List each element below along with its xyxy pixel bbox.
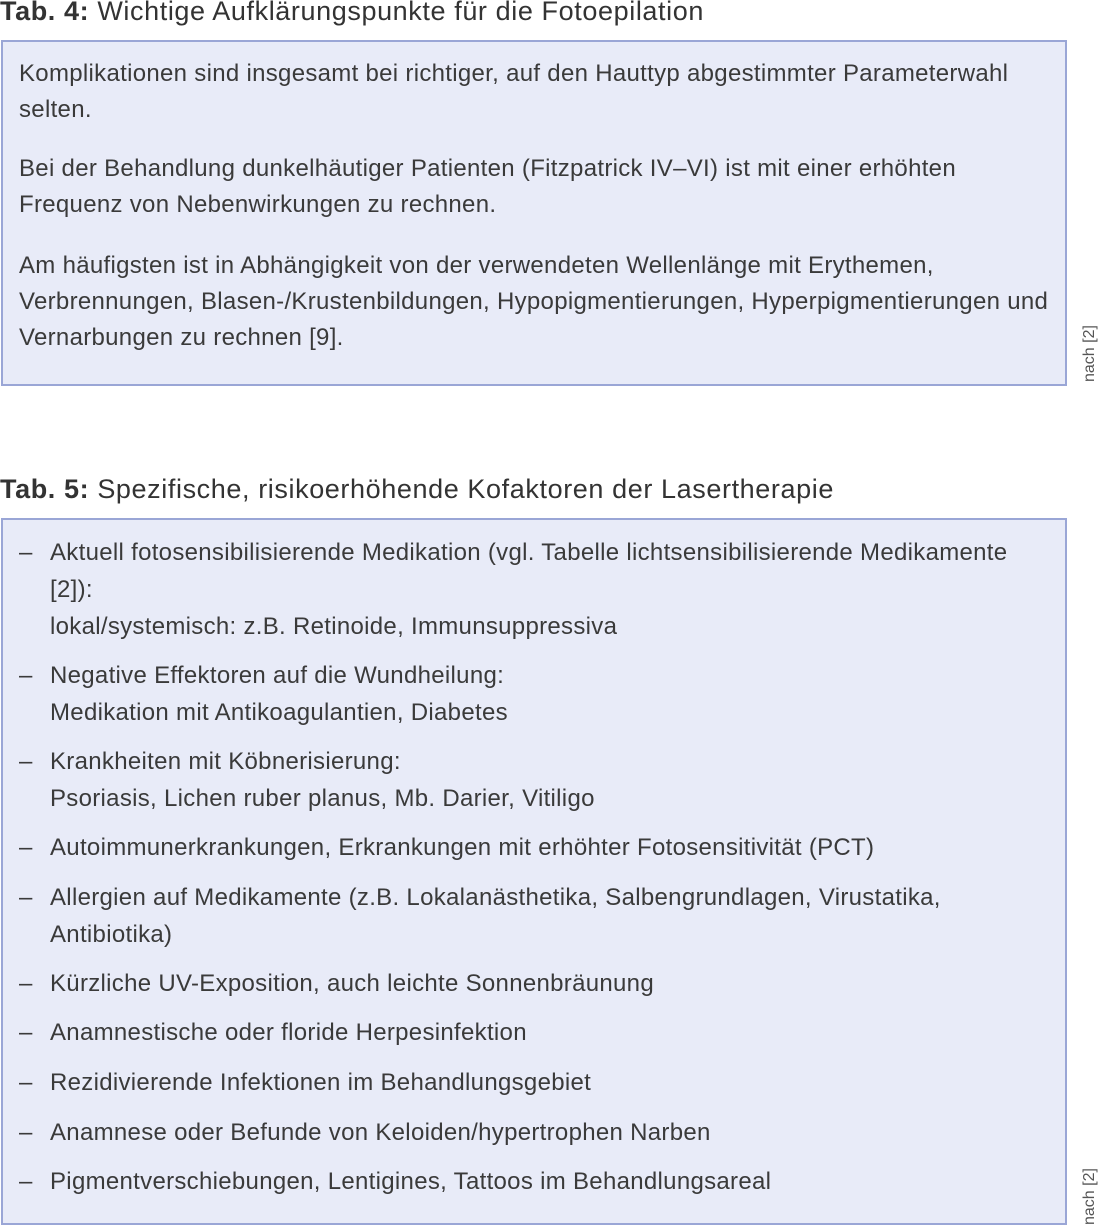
list-item — [19, 1163, 1049, 1200]
table4-source-text: nach [2] — [1081, 325, 1098, 382]
list-item-text: Allergien auf Medikamente (z.B. Lokalanästhetika, Salbengrundlagen, Virustatika, Antibiotika) — [50, 884, 941, 948]
list-item-text: Negative Effektoren auf die Wundheilung: Medikation mit Antikoagulantien, Diabetes — [50, 662, 508, 726]
list-bullet: – — [19, 748, 33, 775]
list-item-text: Anamnestische oder floride Herpesinfektion — [50, 1019, 527, 1046]
table4-paragraph-1: Komplikationen sind insgesamt bei richtiger, auf den Hauttyp abgestimmter Parameterwahl selten. — [19, 60, 1009, 123]
list-item-text: Autoimmunerkrankungen, Erkrankungen mit erhöhter Fotosensitivität (PCT) — [50, 834, 875, 861]
list-bullet: – — [19, 884, 33, 911]
table4-paragraph-3: Am häufigsten ist in Abhängigkeit von der verwendeten Wellenlänge mit Erythemen, Verbrennungen, Blasen-/Krustenbildungen, Hypopigmentierungen, Hyperpigmentierungen und Vernarbungen zu rechnen [9]. — [19, 252, 1049, 351]
table5-source-text: nach [2] — [1081, 1168, 1098, 1225]
list-item-text: Anamnese oder Befunde von Keloiden/hypertrophen Narben — [50, 1119, 711, 1146]
table4-title-text: Wichtige Aufklärungspunkte für die Fotoepilation — [97, 0, 704, 26]
list-item-text: Rezidivierende Infektionen im Behandlungsgebiet — [50, 1069, 592, 1096]
table4-source — [1080, 302, 1100, 382]
list-item — [19, 965, 1049, 1002]
table5-label: Tab. 5: — [0, 474, 90, 504]
list-item-text: Aktuell fotosensibilisierende Medikation (vgl. Tabelle lichtsensibilisierende Medikamente [2]): lokal/systemisch: z.B. Retinoide, Immunsuppressiva — [50, 539, 1008, 640]
list-item-text: Kürzliche UV-Exposition, auch leichte Sonnenbräunung — [50, 970, 654, 997]
table5-title — [0, 474, 834, 504]
table4-box — [1, 40, 1067, 386]
list-bullet: – — [19, 662, 33, 689]
list-bullet: – — [19, 1019, 33, 1046]
list-item — [19, 534, 1049, 645]
table4-title — [0, 0, 704, 26]
table4-label: Tab. 4: — [0, 0, 90, 26]
list-bullet: – — [19, 970, 33, 997]
list-item-text: Krankheiten mit Köbnerisierung: Psoriasis, Lichen ruber planus, Mb. Darier, Vitiligo — [50, 748, 595, 812]
list-item — [19, 743, 1049, 817]
list-bullet: – — [19, 834, 33, 861]
list-item — [19, 879, 1049, 953]
list-item — [19, 1064, 1049, 1101]
list-bullet: – — [19, 539, 33, 566]
list-bullet: – — [19, 1069, 33, 1096]
table4-paragraph-2: Bei der Behandlung dunkelhäutiger Patienten (Fitzpatrick IV–VI) ist mit einer erhöhten Frequenz von Nebenwirkungen zu rechnen. — [19, 155, 956, 218]
list-item — [19, 657, 1049, 731]
table5-box — [1, 518, 1067, 1225]
list-item-text: Pigmentverschiebungen, Lentigines, Tattoos im Behandlungsareal — [50, 1168, 772, 1195]
list-item — [19, 1014, 1049, 1051]
list-bullet: – — [19, 1119, 33, 1146]
list-bullet: – — [19, 1168, 33, 1195]
table5-title-text: Spezifische, risikoerhöhende Kofaktoren der Lasertherapie — [97, 474, 834, 504]
list-item — [19, 829, 1049, 866]
table5-source — [1080, 1145, 1100, 1225]
list-item — [19, 1114, 1049, 1151]
